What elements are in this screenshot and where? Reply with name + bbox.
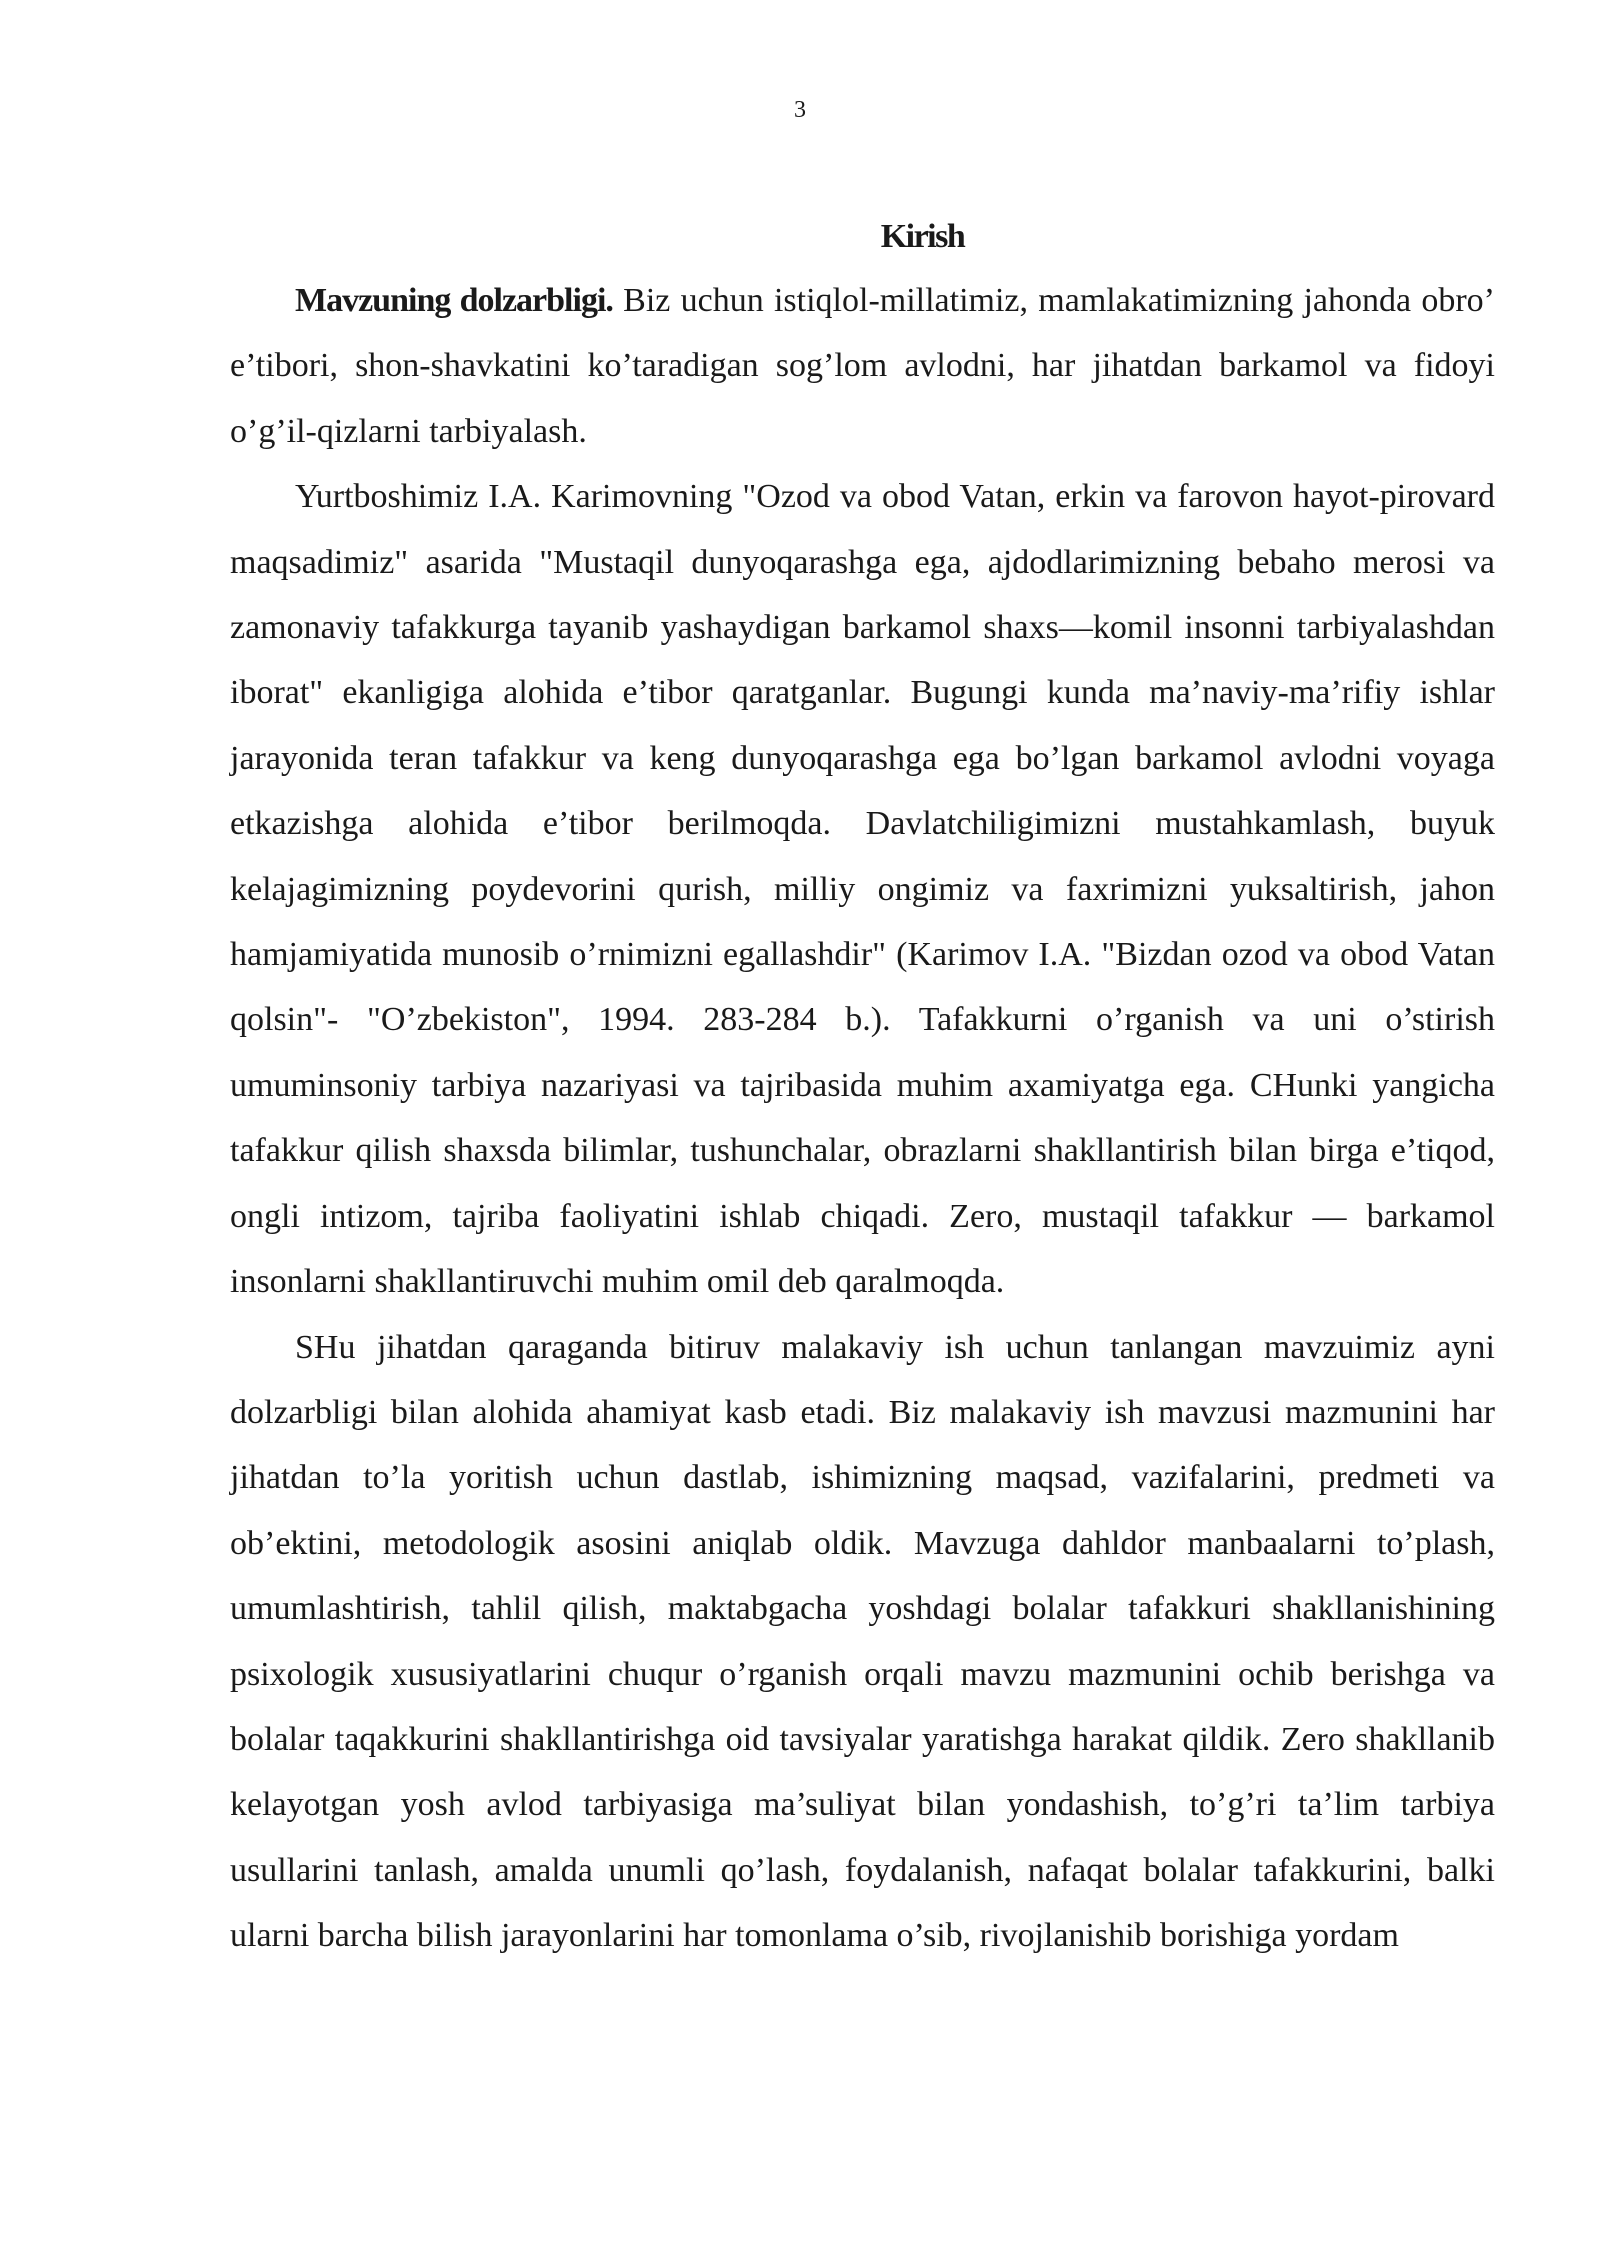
paragraph-text: Biz uchun istiqlol-millatimiz, mamlakatimizning jahonda obro’ e’tibori, shon-shavkatini ko’taradigan sog’lom avlodni, har jihatdan barkamol va fidoyi o’g’il-qizlarni tarbiyalash. [230,282,1495,450]
paragraph-text: SHu jihatdan qaraganda bitiruv malakaviy ish uchun tanlangan mavzuimiz ayni dolzarbligi bilan alohida ahamiyat kasb etadi. Biz malakaviy ish mavzusi mazmunini har jihatdan to’la yoritish uchun dastlab, ishimizning maqsad, vazifalarini, predmeti va ob’ektini, metodologik asosini aniqlab oldik. Mavzuga dahldor manbaalarni to’plash, umumlashtirish, tahlil qilish, maktabgacha yoshdagi bolalar tafakkuri shakllanishining psixologik xususiyatlarini chuqur o’rganish orqali mavzu mazmunini ochib berishga va bolalar taqakkurini shakllantirishga oid tavsiyalar yaratishga harakat qildik. Zero shakllanib kelayotgan yosh avlod tarbiyasiga ma’suliyat bilan yondashish, to’g’ri ta’lim tarbiya usullarini tanlash, amalda unumli qo’lash, foydalanish, nafaqat bolalar tafakkurini, balki ularni barcha bilish jarayonlarini har tomonlama o’sib, rivojlanishib borishiga yordam [230,1328,1495,1955]
paragraph-lead: Mavzuning dolzarbligi. [295,282,613,319]
paragraph-relevance [230,268,1495,464]
paragraph-karimov-quote [230,464,1495,1314]
paragraph-text: Yurtboshimiz I.A. Karimovning "Ozod va obod Vatan, erkin va farovon hayot-pirovard maqsadimiz" asarida "Mustaqil dunyoqarashga ega, ajdodlarimizning bebaho merosi va zamonaviy tafakkurga tayanib yashaydigan barkamol shaxs—komil insonni tarbiyalashdan iborat" ekanligiga alohida e’tibor qaratganlar. Bugungi kunda ma’naviy-ma’rifiy ishlar jarayonida teran tafakkur va keng dunyoqarashga ega bo’lgan barkamol avlodni voyaga etkazishga alohida e’tibor berilmoqda. Davlatchiligimizni mustahkamlash, buyuk kelajagimizning poydevorini qurish, milliy ongimiz va faxrimizni yuksaltirish, jahon hamjamiyatida munosib o’rnimizni egallashdir" (Karimov I.A. "Bizdan ozod va obod Vatan qolsin"- "O’zbekiston", 1994. 283-284 b.). Tafakkurni o’rganish va uni o’stirish umuminsoniy tarbiya nazariyasi va tajribasida muhim axamiyatga ega. CHunki yangicha tafakkur qilish shaxsda bilimlar, tushunchalar, obrazlarni shakllantirish bilan birga e’tiqod, ongli intizom, tajriba faoliyatini ishlab chiqadi. Zero, mustaqil tafakkur — barkamol insonlarni shakllantiruvchi muhim omil deb qaralmoqda. [230,478,1495,1301]
paragraph-topic-significance [230,1315,1495,1969]
section-title: Kirish [880,218,965,255]
page-number: 3 [794,97,806,123]
page-content [230,206,1495,1969]
